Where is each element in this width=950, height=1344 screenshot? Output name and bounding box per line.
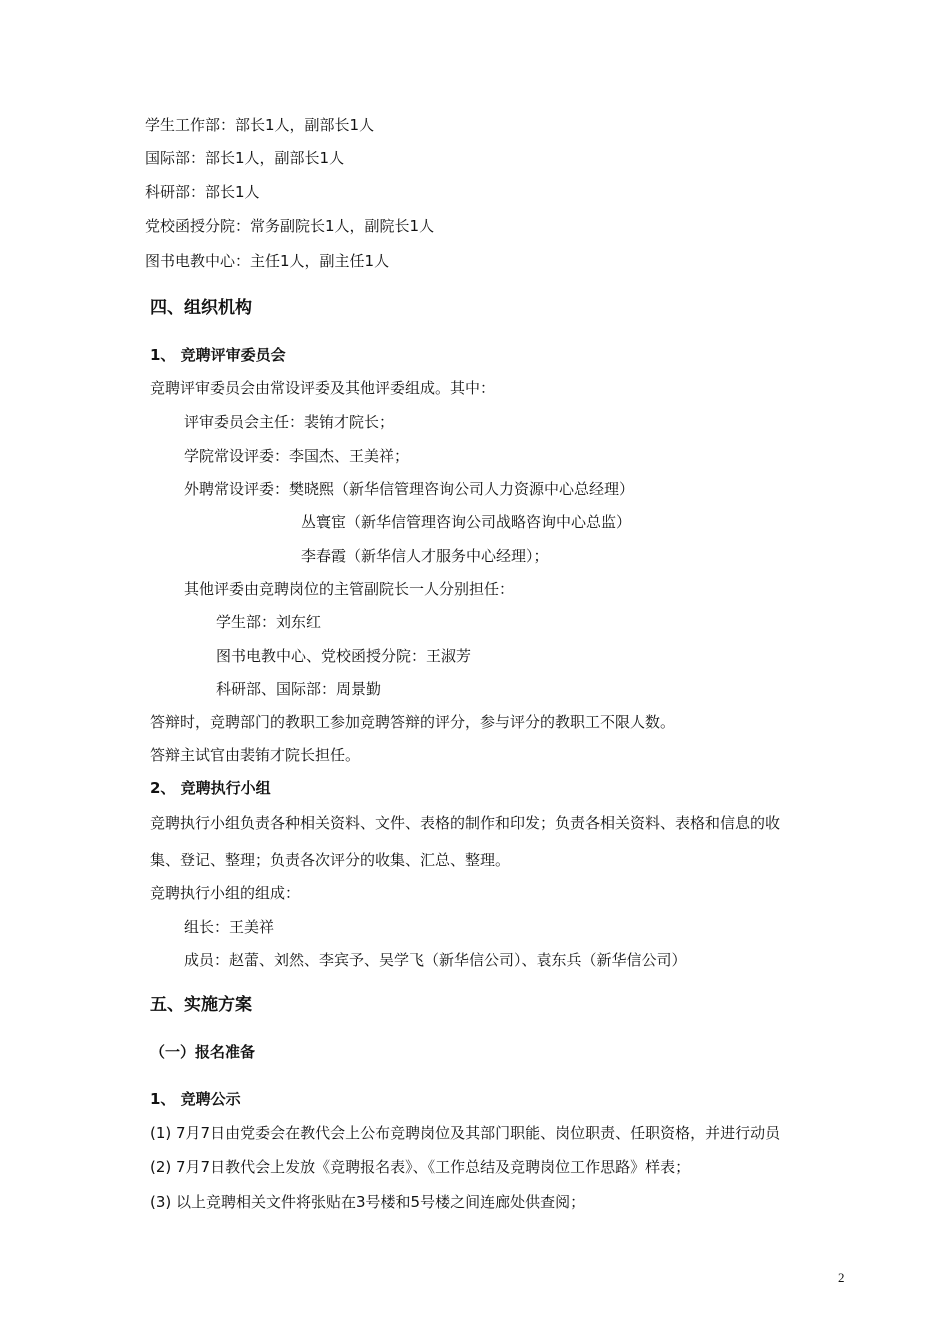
other-member: 学生部：刘东红 bbox=[216, 613, 322, 631]
subsection-heading: 2、 竞聘执行小组 bbox=[150, 779, 271, 797]
group-members: 成员：赵蕾、刘然、李宾予、吴学飞（新华信公司）、袁东兵（新华信公司） bbox=[184, 951, 687, 969]
position-line: 党校函授分院：常务副院长1人，副院长1人 bbox=[145, 217, 435, 235]
paragraph: 答辩时，竞聘部门的教职工参加竞聘答辩的评分，参与评分的教职工不限人数。 bbox=[150, 713, 676, 731]
group-leader: 组长：王美祥 bbox=[184, 918, 275, 936]
subsection-heading: 1、 竞聘评审委员会 bbox=[150, 346, 286, 364]
paragraph: 答辩主试官由裴铕才院长担任。 bbox=[150, 746, 361, 764]
other-member: 图书电教中心、党校函授分院：王淑芳 bbox=[216, 647, 472, 665]
paragraph: 竞聘评审委员会由常设评委及其他评委组成。其中： bbox=[150, 379, 496, 397]
section-title: 四、组织机构 bbox=[150, 298, 252, 318]
list-item: (1) 7月7日由党委会在教代会上公布竞聘岗位及其部门职能、岗位职责、任职资格，并进行动员 bbox=[150, 1124, 781, 1142]
position-line: 图书电教中心：主任1人，副主任1人 bbox=[145, 252, 390, 270]
paragraph: 竞聘执行小组负责各种相关资料、文件、表格的制作和印发；负责各相关资料、表格和信息的收 bbox=[150, 814, 781, 832]
list-item: (2) 7月7日教代会上发放《竞聘报名表》、《工作总结及竞聘岗位工作思路》样表； bbox=[150, 1158, 691, 1176]
page-number: 2 bbox=[838, 1270, 845, 1285]
position-line: 科研部：部长1人 bbox=[145, 183, 260, 201]
section-title: 五、实施方案 bbox=[150, 995, 252, 1015]
paragraph: 其他评委由竞聘岗位的主管副院长一人分别担任： bbox=[184, 580, 515, 598]
list-item: (3) 以上竞聘相关文件将张贴在3号楼和5号楼之间连廊处供查阅； bbox=[150, 1193, 586, 1211]
other-member: 科研部、国际部：周景勤 bbox=[216, 680, 382, 698]
paragraph: 竞聘执行小组的组成： bbox=[150, 884, 301, 902]
external-member: 丛寰宦（新华信管理咨询公司战略咨询中心总监） bbox=[301, 513, 632, 531]
external-member: 李春霞（新华信人才服务中心经理）； bbox=[301, 547, 549, 565]
college-members: 学院常设评委：李国杰、王美祥； bbox=[184, 447, 410, 465]
subsection-heading: 1、 竞聘公示 bbox=[150, 1090, 241, 1108]
paragraph: 集、登记、整理；负责各次评分的收集、汇总、整理。 bbox=[150, 851, 511, 869]
subsection-heading: （一）报名准备 bbox=[150, 1043, 256, 1061]
position-line: 国际部：部长1人，副部长1人 bbox=[145, 149, 345, 167]
external-member: 外聘常设评委：樊晓熙（新华信管理咨询公司人力资源中心总经理） bbox=[184, 480, 635, 498]
position-line: 学生工作部：部长1人，副部长1人 bbox=[145, 116, 375, 134]
committee-chair: 评审委员会主任：裴铕才院长； bbox=[184, 413, 395, 431]
